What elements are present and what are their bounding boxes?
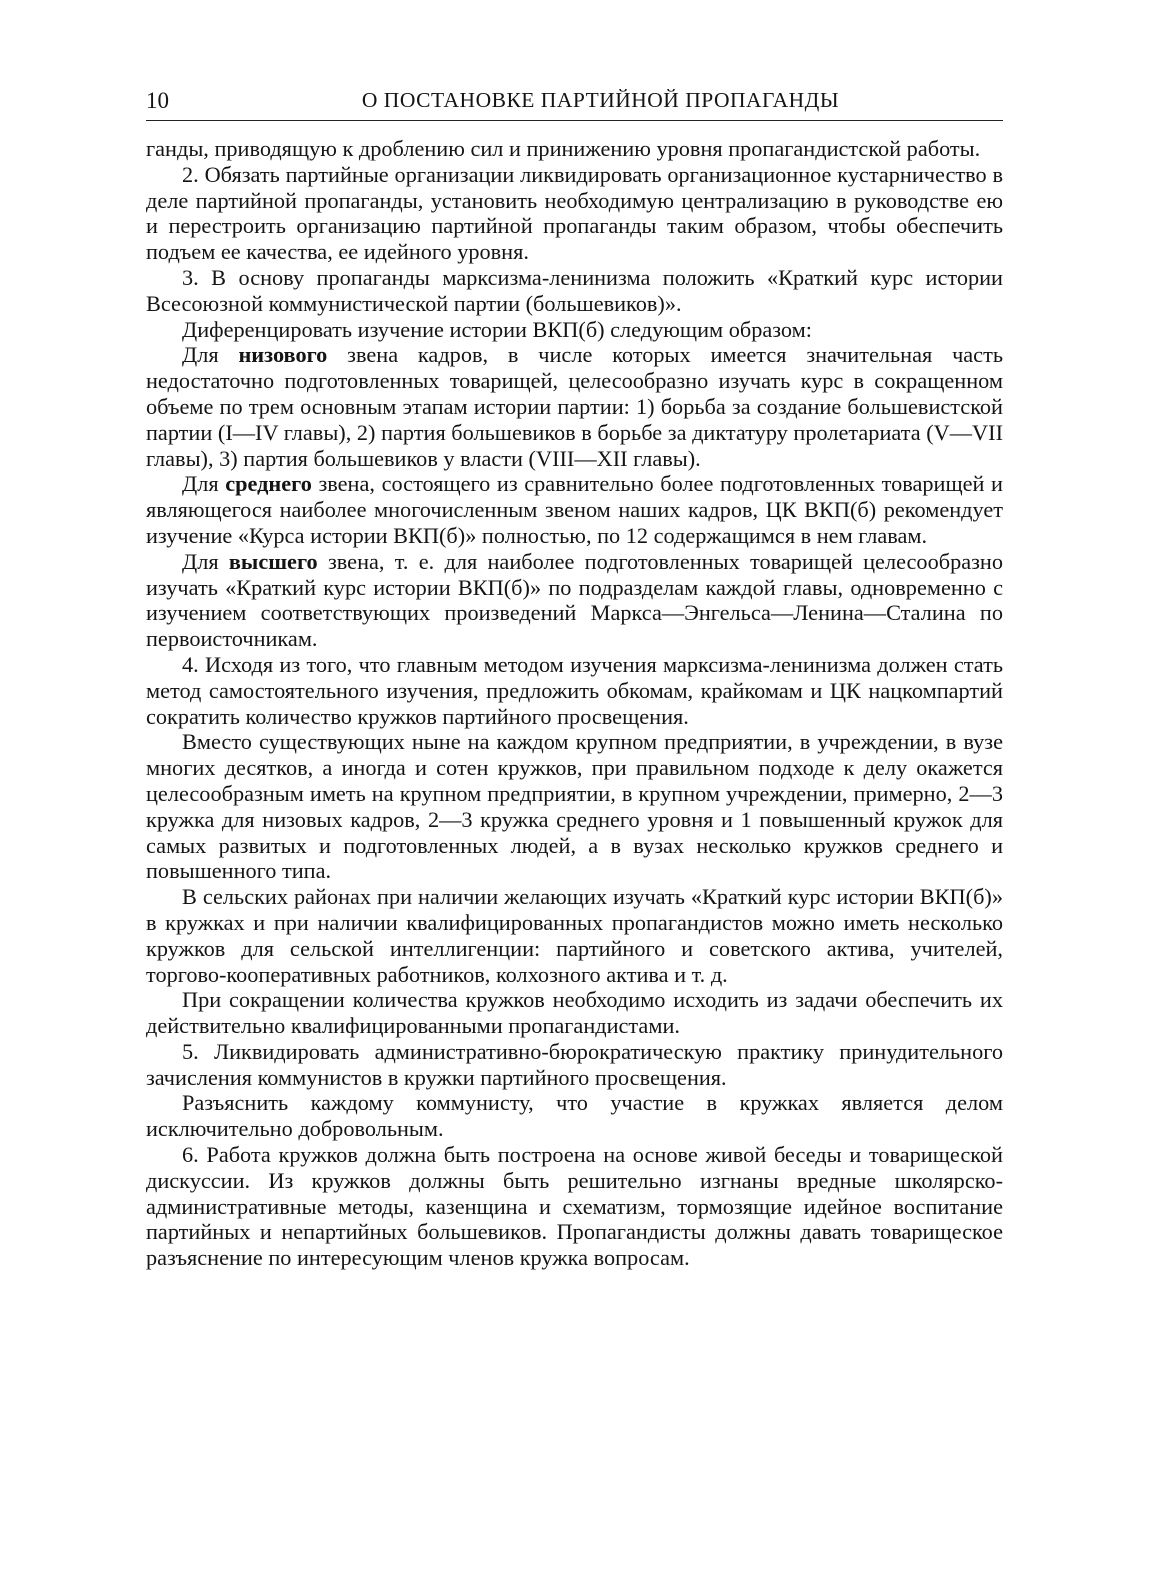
paragraph-continuation: ганды, приводящую к дроблению сил и принижению уровня пропагандистской работы.	[146, 136, 981, 161]
page-number: 10	[146, 88, 169, 113]
paragraph-item-5: 5. Ликвидировать административно-бюрократическую практику принудительного зачисления коммунистов в кружки партийного просвещения.	[146, 1038, 1003, 1090]
paragraph-item-6: 6. Работа кружков должна быть построена на основе живой беседы и товарищеской дискуссии. Из кружков должны быть решительно изгнаны вредные школярско-административные методы, казенщина и схематизм, тормозящие идейное воспитание партийных и непартийных большевиков. Пропагандисты должны давать товарищеское разъяснение по интересующим членов кружка вопросам.	[146, 1142, 1003, 1271]
paragraph-item-4: 4. Исходя из того, что главным методом изучения марксизма-ленинизма должен стать метод самостоятельного изучения, предложить обкомам, крайкомам и ЦК нацкомпартий сократить количество кружков партийного просвещения.	[146, 651, 1003, 729]
running-title: О ПОСТАНОВКЕ ПАРТИЙНОЙ ПРОПАГАНДЫ	[361, 88, 840, 112]
paragraph-item-3: 3. В основу пропаганды марксизма-ленинизма положить «Краткий курс истории Всесоюзной коммунистической партии (большевиков)».	[146, 264, 1003, 316]
paragraph-explain: Разъяснить каждому коммунисту, что участие в кружках является делом исключительно добровольным.	[146, 1090, 1003, 1142]
paragraph-instead: Вместо существующих ныне на каждом крупном предприятии, в учреждении, в вузе многих десятков, а иногда и сотен кружков, при правильном подходе к делу окажется целесообразным иметь на крупном предприятии, в крупном учреждении, примерно, 2—3 кружка для низовых кадров, 2—3 кружка среднего уровня и 1 повышенный кружок для самых развитых и подготовленных людей, а в вузах несколько кружков среднего и повышенного типа.	[146, 729, 1003, 884]
paragraph-lower-tier: Для низового звена кадров, в числе которых имеется значительная часть недостаточно подготовленных товарищей, целесообразно изучать курс в сокращенном объеме по трем основным этапам истории партии: 1) борьба за создание большевистской партии (I—IV главы), 2) партия большевиков в борьбе за диктатуру пролетариата (V—VII главы), 3) партия большевиков у власти (VIII—XII главы).	[146, 342, 1003, 471]
lower-tier-term: низового	[238, 342, 328, 368]
body-text	[146, 136, 1003, 1271]
paragraph-middle-tier: Для среднего звена, состоящего из сравнительно более подготовленных товарищей и являющегося наиболее многочисленным звеном наших кадров, ЦК ВКП(б) рекомендует изучение «Курса истории ВКП(б)» полностью, по 12 содержащимся в нем главам.	[146, 471, 1003, 548]
paragraph-item-2: 2. Обязать партийные организации ликвидировать организационное кустарничество в деле партийной пропаганды, установить необходимую централизацию в руководстве ею и перестроить организацию партийной пропаганды таким образом, чтобы обеспечить подъем ее качества, ее идейного уровня.	[146, 161, 1003, 265]
paragraph-reduction: При сокращении количества кружков необходимо исходить из задачи обеспечить их действительно квалифицированными пропагандистами.	[146, 987, 1003, 1039]
paragraph-differentiate: Диференцировать изучение истории ВКП(б) следующим образом:	[182, 316, 812, 342]
higher-tier-term: высшего	[228, 548, 318, 574]
paragraph-rural: В сельских районах при наличии желающих изучать «Краткий курс истории ВКП(б)» в кружках и при наличии квалифицированных пропагандистов можно иметь несколько кружков для сельской интеллигенции: партийного и советского актива, учителей, торгово-кооперативных работников, колхозного актива и т. д.	[146, 884, 1003, 987]
middle-tier-term: среднего	[225, 471, 312, 497]
document-page	[146, 84, 1003, 1271]
paragraph-higher-tier: Для высшего звена, т. е. для наиболее подготовленных товарищей целесообразно изучать «Краткий курс истории ВКП(б)» по подразделам каждой главы, одновременно с изучением соответствующих произведений Маркса—Энгельса—Ленина—Сталина по первоисточникам.	[146, 548, 1004, 652]
page-header	[146, 84, 1003, 121]
